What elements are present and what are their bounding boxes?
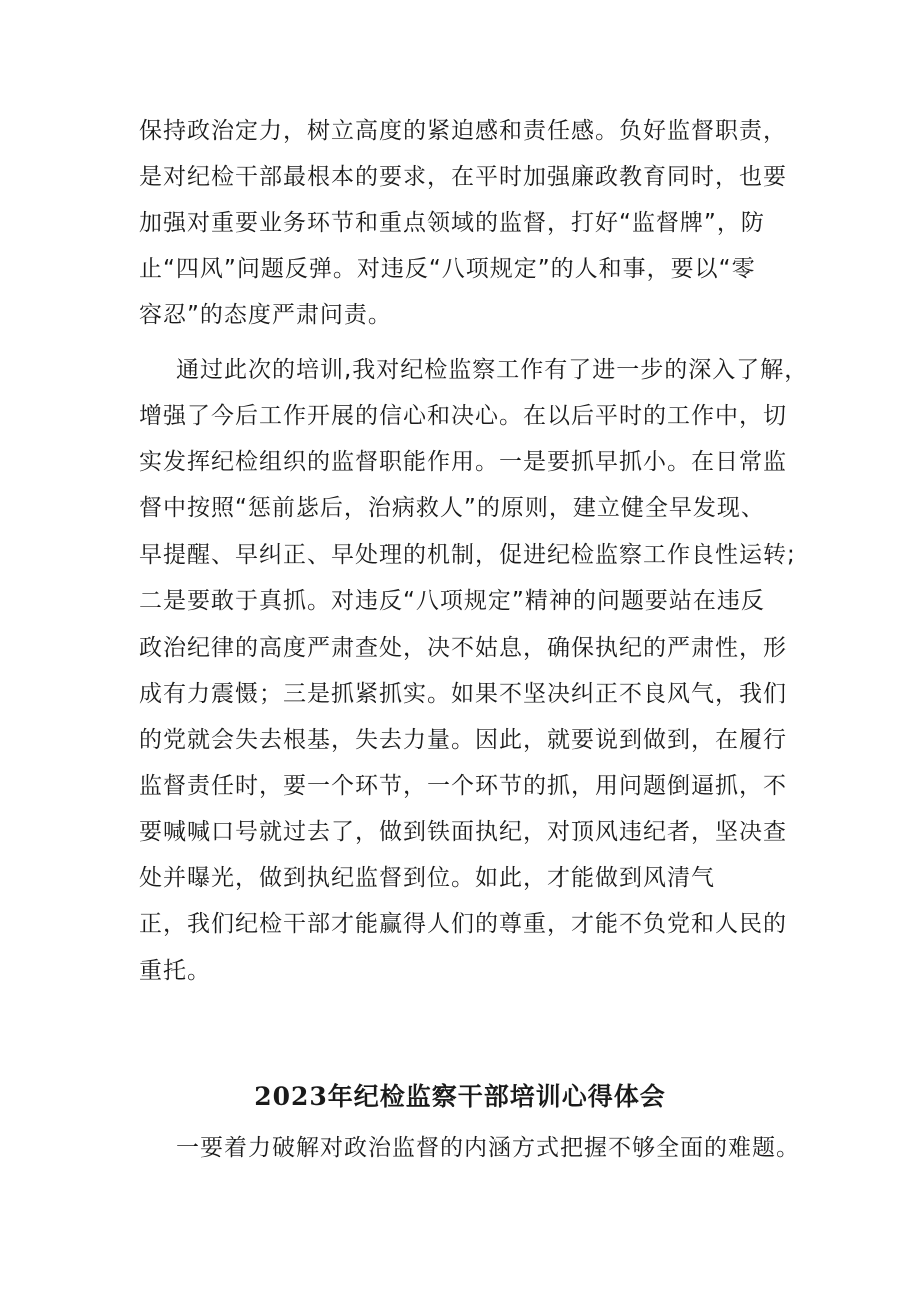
paragraph-2-line-12: 处并曝光，做到执纪监督到位。如此，才能做到风清气 xyxy=(139,865,715,891)
paragraph-1-line-4: 止“四风”问题反弹。对违反“八项规定”的人和事，要以“零 xyxy=(139,256,756,282)
paragraph-3-line-1: 一要着力破解对政治监督的内涵方式把握不够全面的难题。 xyxy=(176,1135,800,1161)
paragraph-2-line-3: 实发挥纪检组织的监督职能作用。一是要抓早抓小。在日常监 xyxy=(139,449,787,475)
paragraph-2-line-14: 重托。 xyxy=(139,958,211,984)
paragraph-2-line-6: 二是要敢于真抓。对违反“八项规定”精神的问题要站在违反 xyxy=(139,588,765,614)
paragraph-2-line-7: 政治纪律的高度严肃查处，决不姑息，确保执纪的严肃性，形 xyxy=(139,635,787,661)
paragraph-1-line-2: 是对纪检干部最根本的要求，在平时加强廉政教育同时，也要 xyxy=(139,164,787,190)
paragraph-2-line-13: 正，我们纪检干部才能赢得人们的尊重，才能不负党和人民的 xyxy=(139,911,787,937)
paragraph-2-line-8: 成有力震慑；三是抓紧抓实。如果不坚决纠正不良风气，我们 xyxy=(139,681,787,707)
paragraph-2-line-9: 的党就会失去根基，失去力量。因此，就要说到做到，在履行 xyxy=(139,727,787,753)
paragraph-2-line-1: 通过此次的培训,我对纪检监察工作有了进一步的深入了解， xyxy=(176,357,809,383)
paragraph-2-line-10: 监督责任时，要一个环节，一个环节的抓，用问题倒逼抓，不 xyxy=(139,773,787,799)
paragraph-2-line-2: 增强了今后工作开展的信心和决心。在以后平时的工作中，切 xyxy=(139,403,787,429)
paragraph-2-line-5: 早提醒、早纠正、早处理的机制，促进纪检监察工作良性运转; xyxy=(139,542,796,568)
paragraph-1-line-1: 保持政治定力，树立高度的紧迫感和责任感。负好监督职责， xyxy=(139,118,787,144)
paragraph-1-line-3: 加强对重要业务环节和重点领域的监督，打好“监督牌”，防 xyxy=(139,210,765,236)
paragraph-2-line-4: 督中按照“惩前毖后，治病救人”的原则，建立健全早发现、 xyxy=(139,495,765,521)
paragraph-2-line-11: 要喊喊口号就过去了，做到铁面执纪，对顶风违纪者，坚决查 xyxy=(139,819,787,845)
paragraph-1-line-5: 容忍”的态度严肃问责。 xyxy=(139,302,392,328)
section-title: 2023年纪检监察干部培训心得体会 xyxy=(254,1082,666,1111)
